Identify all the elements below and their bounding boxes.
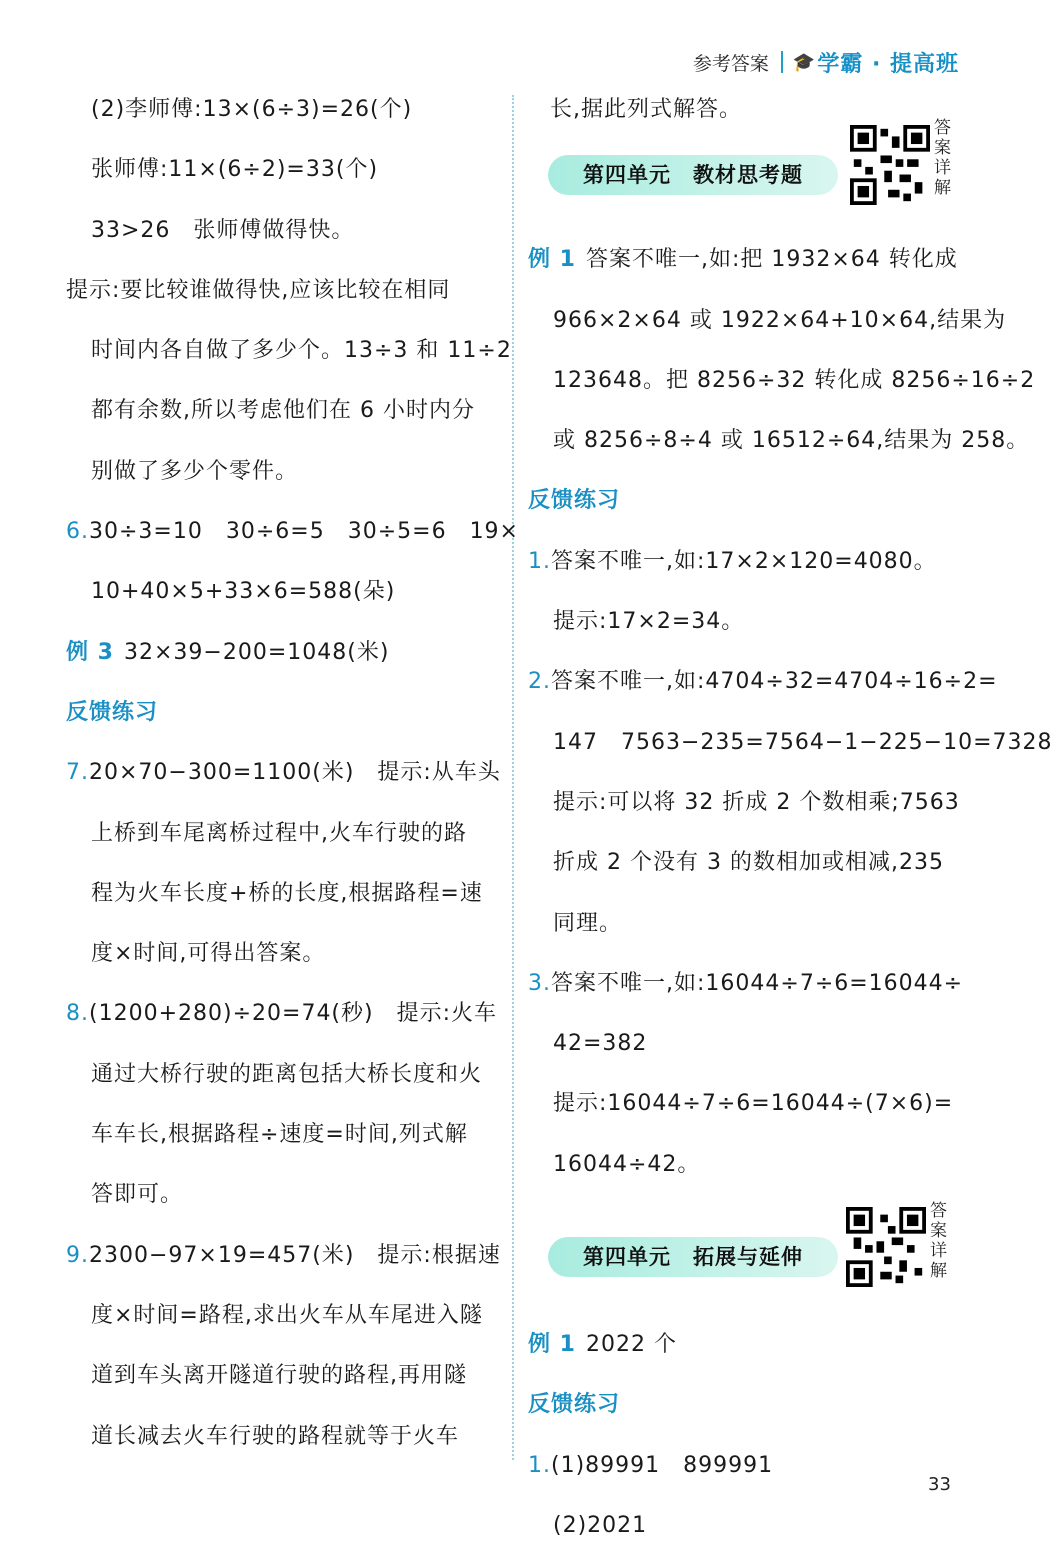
- line-text: (1200+280)÷20=74(秒) 提示:火车: [89, 1001, 498, 1027]
- qr-label: 答案详解: [930, 1201, 947, 1282]
- text-line: [528, 773, 958, 833]
- question-number: 6.: [66, 519, 89, 545]
- text-line: 都有余数,所以考虑他们在 6 小时内分: [91, 398, 475, 424]
- line-text: 17×2=34。: [607, 609, 745, 635]
- graduation-cap-icon: 🎓: [792, 51, 816, 73]
- text-line: [66, 1226, 501, 1286]
- section-heading-label: 反馈练习: [528, 1392, 621, 1418]
- text-line: [528, 894, 958, 954]
- banner-row-2: [528, 1195, 958, 1315]
- text-line: [528, 532, 958, 592]
- section-banner: 第四单元 拓展与延伸: [548, 1237, 838, 1277]
- text-line: 张师傅:11×(6÷2)=33(个): [91, 157, 379, 183]
- header-brand: 学霸 · 提高班: [817, 51, 959, 77]
- column-divider: [512, 95, 514, 1460]
- text-line: (2)李师傅:13×(6÷3)=26(个): [91, 97, 413, 122]
- line-text: 同理。: [553, 910, 623, 936]
- line-text: 30÷3=10 30÷6=5 30÷5=6 19×: [89, 519, 519, 545]
- question-number: 2.: [528, 669, 551, 695]
- text-line: [528, 1014, 958, 1074]
- text-line: [528, 1315, 958, 1375]
- question-number: 9.: [66, 1242, 89, 1268]
- header-ref: 参考答案: [692, 52, 769, 75]
- line-text: 16044÷42。: [553, 1151, 701, 1177]
- hint-label: 提示:: [553, 1091, 608, 1117]
- text-line: [66, 623, 496, 683]
- line-text: 答案不唯一,如:4704÷32=4704÷16÷2=: [551, 669, 998, 695]
- hint-label: 提示:: [553, 789, 608, 815]
- section-heading-label: 反馈练习: [528, 488, 621, 514]
- qr-code-icon[interactable]: [850, 125, 930, 205]
- line-text: 要比较谁做得快,应该比较在相同: [120, 277, 451, 303]
- line-text: 32×39−200=1048(米): [123, 639, 390, 665]
- text-line: [66, 984, 496, 1044]
- question-number: 1.: [528, 1452, 551, 1478]
- line-text: 147 7563−235=7564−1−225−10=7328: [553, 729, 1053, 755]
- text-line: 或 8256÷8÷4 或 16512÷64,结果为 258。: [553, 428, 1030, 454]
- example-label: 例 3: [66, 639, 114, 665]
- qr-code-icon[interactable]: [846, 1207, 926, 1287]
- line-text: 可以将 32 折成 2 个数相乘;7563: [607, 789, 960, 815]
- text-line: 通过大桥行驶的距离包括大桥长度和火: [91, 1061, 483, 1087]
- text-line: [528, 652, 998, 712]
- hint-label: 提示:: [66, 277, 121, 303]
- text-line: 10+40×5+33×6=588(朵): [91, 579, 396, 605]
- section-heading: [528, 1375, 958, 1435]
- line-text: 答案不唯一,如:把 1932×64 转化成: [585, 247, 958, 273]
- page-number: 33: [928, 1474, 951, 1495]
- section-heading: [528, 471, 958, 531]
- right-mid-block: [528, 230, 1053, 1195]
- question-number: 3.: [528, 970, 551, 996]
- section-banner: 第四单元 教材思考题: [548, 155, 838, 195]
- question-number: 1.: [528, 548, 551, 574]
- line-text: 答案不唯一,如:16044÷7÷6=16044÷: [551, 970, 964, 996]
- text-line: [528, 954, 964, 1014]
- section-heading-label: 反馈练习: [66, 699, 159, 725]
- line-text: 答案不唯一,如:17×2×120=4080。: [551, 548, 937, 574]
- line-text: 折成 2 个没有 3 的数相加或相减,235: [553, 850, 944, 876]
- text-line: 道到车头离开隧道行驶的路程,再用隧: [91, 1363, 467, 1389]
- text-line: 度×时间=路程,求出火车从车尾进入隧: [91, 1302, 483, 1328]
- line-text: 16044÷7÷6=16044÷(7×6)=: [607, 1091, 954, 1117]
- line-text: 2022 个: [585, 1332, 677, 1358]
- text-line: 时间内各自做了多少个。13÷3 和 11÷2: [91, 338, 512, 364]
- text-line: [528, 592, 958, 652]
- text-line: [66, 743, 501, 803]
- line-text: 20×70−300=1100(米) 提示:从车头: [89, 760, 501, 786]
- text-line: [66, 261, 496, 321]
- text-line: 123648。把 8256÷32 转化成 8256÷16÷2: [553, 367, 1036, 393]
- text-line: [528, 230, 958, 290]
- text-line: 答即可。: [91, 1182, 184, 1208]
- text-line: [528, 1135, 958, 1195]
- banner-row-1: [528, 110, 958, 230]
- header-divider: [781, 51, 783, 73]
- qr-label: 答案详解: [934, 118, 951, 199]
- continued-line: 长,据此列式解答。: [550, 97, 742, 122]
- text-line: [528, 1496, 958, 1556]
- line-text: (2)2021: [553, 1512, 648, 1538]
- text-line: 33>26 张师傅做得快。: [91, 217, 355, 243]
- right-column: [528, 80, 1053, 1556]
- text-line: [528, 1074, 958, 1134]
- text-line: [528, 1436, 958, 1496]
- question-number: 7.: [66, 760, 89, 786]
- text-line: 966×2×64 或 1922×64+10×64,结果为: [553, 307, 1007, 333]
- text-line: 上桥到车尾离桥过程中,火车行驶的路: [91, 820, 467, 846]
- text-line: [66, 502, 519, 562]
- text-line: 车车长,根据路程÷速度=时间,列式解: [91, 1122, 468, 1148]
- question-number: 8.: [66, 1001, 89, 1027]
- text-line: 度×时间,可得出答案。: [91, 941, 326, 967]
- line-text: (1)89991 899991: [551, 1452, 774, 1478]
- example-label: 例 1: [528, 1332, 576, 1358]
- text-line: 别做了多少个零件。: [91, 458, 299, 484]
- line-text: 2300−97×19=457(米) 提示:根据速: [89, 1242, 501, 1268]
- text-line: [528, 833, 958, 893]
- text-line: 道长减去火车行驶的路程就等于火车: [91, 1423, 460, 1449]
- section-heading: [66, 683, 496, 743]
- hint-label: 提示:: [553, 609, 608, 635]
- example-label: 例 1: [528, 247, 576, 273]
- text-line: [528, 713, 1053, 773]
- page-header: [693, 42, 959, 82]
- line-text: 42=382: [553, 1031, 648, 1057]
- left-column: [66, 80, 519, 1467]
- text-line: 程为火车长度+桥的长度,根据路程=速: [91, 880, 483, 906]
- right-bottom-block: [528, 1315, 958, 1556]
